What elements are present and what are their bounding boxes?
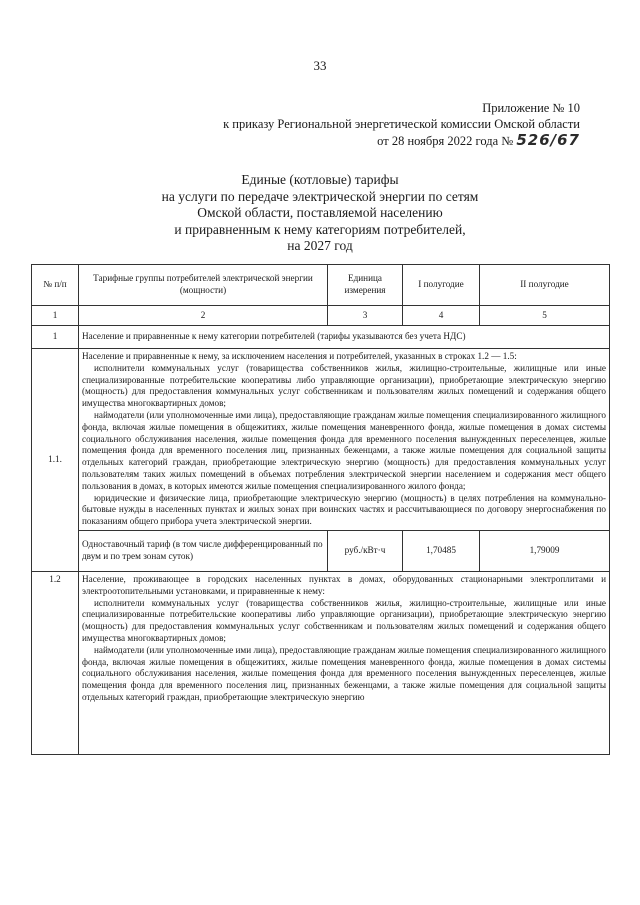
index-cell: 4	[403, 306, 480, 326]
description-paragraph: юридические и физические лица, приобретающие электрическую энергию (мощность) в целях потребления на коммунально-бытовые нужды в населенных пунктах и жилых зонах при воинских частях и рассчитывающиеся по договору энергоснабжения по показаниям общего прибора учета электрической энергии.	[82, 492, 606, 527]
row-description	[79, 349, 610, 531]
tariff-h1-value: 1,70485	[403, 530, 480, 571]
tariff-unit: руб./кВт·ч	[328, 530, 403, 571]
description-paragraph: Население и приравненные к нему, за исключением населения и потребителей, указанных в строках 1.2 — 1.5:	[82, 351, 517, 361]
row-1-1-tariff	[32, 530, 610, 571]
section-text: Население и приравненные к нему категории потребителей (тарифы указываются без учета НДС)	[79, 326, 610, 349]
row-1-2-description	[32, 571, 610, 754]
description-paragraph: исполнители коммунальных услуг (товарищества собственников жилья, жилищно-строительные, жилищные или иные специализированные потребительские кооперативы либо управляющие организации), приобретающие электрическую энергию (мощность) для предоставления коммунальных услуг собственникам и пользователям жилых помещений и содержания общего имущества многоквартирных домов;	[82, 597, 606, 643]
order-date-text: от 28 ноября 2022 года №	[377, 134, 514, 148]
appendix-title: Приложение № 10	[482, 101, 580, 115]
row-num: 1.1.	[32, 349, 79, 572]
section-row-1	[32, 326, 610, 349]
title-line: и приравненным к нему категориям потребителей,	[174, 221, 466, 237]
description-paragraph: наймодатели (или уполномоченные ими лица), предоставляющие гражданам жилые помещения специализированного жилищного фонда, включая жилые помещения в общежитиях, жилые помещения маневренного фонда, жилые помещения в домах системы социального обслуживания населения, жилые помещения фонда для временного поселения вынужденных переселенцев, жилые помещения фонда для временного поселения лиц, признанных беженцами, а также жилые помещения для социальной защиты отдельных категорий граждан, приобретающие электрическую энергию (мощность) для предоставления коммунальных услуг пользователям таких жилых помещений в объемах потребления электрической энергии населением и содержания мест общего пользования в домах, в которых имеются жилые помещения специализированного жилого фонда;	[82, 409, 606, 491]
row-1-1-description	[32, 349, 610, 531]
tariff-table	[31, 264, 610, 755]
description-paragraph: наймодатели (или уполномоченные ими лица), предоставляющие гражданам жилые помещения специализированного жилищного фонда, включая жилые помещения в общежитиях, жилые помещения маневренного фонда, жилые помещения в домах системы социального обслуживания населения, жилые помещения фонда для временного поселения вынужденных переселенцев, жилые помещения фонда для временного поселения лиц, признанных беженцами, а также жилые помещения для социальной защиты отдельных категорий граждан, приобретающие электрическую энергию	[82, 644, 606, 702]
header-cell-group: Тарифные группы потребителей электрической энергии (мощности)	[79, 265, 328, 306]
index-cell: 5	[480, 306, 610, 326]
header-cell-unit: Единица измерения	[328, 265, 403, 306]
appendix-order-date	[223, 132, 580, 149]
section-num: 1	[32, 326, 79, 349]
title-line: на 2027 год	[287, 238, 353, 253]
title-line: Единые (котловые) тарифы	[241, 172, 399, 187]
index-cell: 1	[32, 306, 79, 326]
order-number-handwritten: 526/67	[516, 131, 580, 149]
appendix-order-ref: к приказу Региональной энергетической комиссии Омской области	[223, 117, 580, 131]
tariff-label: Одноставочный тариф (в том числе дифференцированный по двум и по трем зонам суток)	[79, 530, 328, 571]
title-line: на услуги по передаче электрической энергии по сетям	[161, 188, 479, 204]
description-paragraph: Население, проживающее в городских населенных пунктах в домах, оборудованных стационарными электроплитами и электроотопительными установками, и приравненные к нему:	[82, 573, 606, 596]
tariff-h2-value: 1,79009	[480, 530, 610, 571]
header-cell-num: № п/п	[32, 265, 79, 306]
title-line: Омской области, поставляемой населению	[197, 205, 443, 220]
description-paragraph: исполнители коммунальных услуг (товарищества собственников жилья, жилищно-строительные, жилищные или иные специализированные потребительские кооперативы либо управляющие организации), приобретающие электрическую энергию (мощность) для предоставления коммунальных услуг собственникам и пользователям жилых помещений и содержания общего имущества многоквартирных домов;	[82, 362, 606, 409]
table-index-row	[32, 306, 610, 326]
index-cell: 3	[328, 306, 403, 326]
document-title	[0, 172, 640, 255]
header-cell-h1: I полугодие	[403, 265, 480, 306]
table-header-row	[32, 265, 610, 306]
row-num: 1.2	[32, 571, 79, 754]
appendix-block	[223, 100, 580, 149]
page-number: 33	[313, 58, 327, 73]
index-cell: 2	[79, 306, 328, 326]
header-cell-h2: II полугодие	[480, 265, 610, 306]
row-description	[79, 571, 610, 754]
